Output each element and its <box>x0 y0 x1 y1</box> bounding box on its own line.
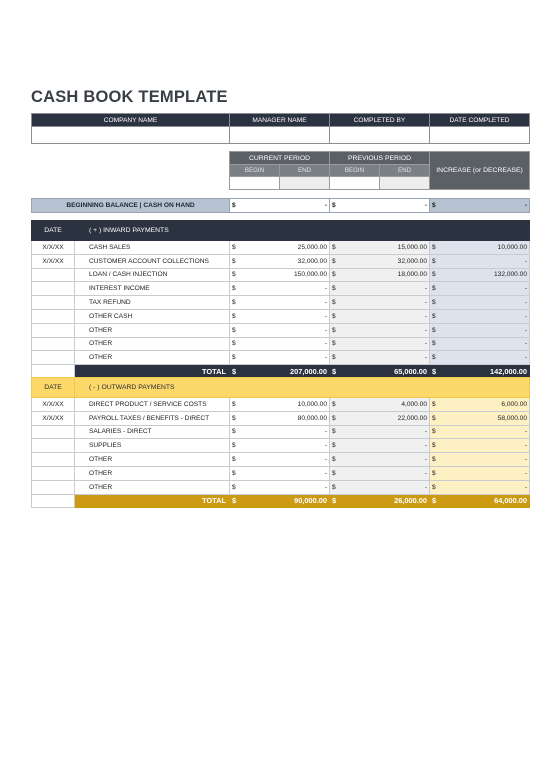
inward-row-increase: $ - <box>430 254 530 268</box>
inward-row <box>32 254 530 268</box>
inward-row-previous[interactable]: $ - <box>330 282 430 296</box>
inward-row-description[interactable]: OTHER <box>75 323 230 337</box>
outward-row-previous[interactable]: $ 4,000.00 <box>330 398 430 412</box>
outward-row-increase: $ 58,000.00 <box>430 411 530 425</box>
outward-row-description[interactable]: OTHER <box>75 466 230 480</box>
date-completed-field[interactable] <box>430 127 530 144</box>
inward-row-increase: $ - <box>430 351 530 365</box>
inward-row-description[interactable]: LOAN / CASH INJECTION <box>75 268 230 282</box>
manager-name-header: MANAGER NAME <box>230 114 330 127</box>
inward-row <box>32 351 530 365</box>
outward-row-date[interactable]: X/X/XX <box>32 411 75 425</box>
outward-row-previous[interactable]: $ - <box>330 425 430 439</box>
outward-row <box>32 466 530 480</box>
outward-row <box>32 425 530 439</box>
period-header-table <box>229 151 530 190</box>
manager-name-field[interactable] <box>230 127 330 144</box>
previous-end-field[interactable] <box>380 177 430 190</box>
inward-row <box>32 282 530 296</box>
header-info-table <box>31 113 530 144</box>
outward-row-current[interactable]: $ 10,000.00 <box>230 398 330 412</box>
outward-row-description[interactable]: OTHER <box>75 480 230 494</box>
inward-row-increase: $ - <box>430 309 530 323</box>
inward-row-previous[interactable]: $ - <box>330 351 430 365</box>
inward-row-date[interactable]: X/X/XX <box>32 254 75 268</box>
outward-row-description[interactable]: SALARIES - DIRECT <box>75 425 230 439</box>
inward-row-previous[interactable]: $ 18,000.00 <box>330 268 430 282</box>
outward-date-header: DATE <box>32 378 75 398</box>
outward-row <box>32 411 530 425</box>
outward-total-blank <box>32 494 75 508</box>
current-end-field[interactable] <box>280 177 330 190</box>
inward-row-date[interactable]: X/X/XX <box>32 241 75 255</box>
outward-total-increase: $ 64,000.00 <box>430 494 530 508</box>
beginning-balance-label: BEGINNING BALANCE | CASH ON HAND <box>32 199 230 213</box>
inward-row-previous[interactable]: $ - <box>330 323 430 337</box>
inward-row-date[interactable] <box>32 323 75 337</box>
inward-row-date[interactable] <box>32 337 75 351</box>
outward-row-description[interactable]: OTHER <box>75 453 230 467</box>
outward-row-previous[interactable]: $ - <box>330 453 430 467</box>
outward-row-date[interactable] <box>32 480 75 494</box>
inward-row <box>32 337 530 351</box>
outward-row-current[interactable]: $ - <box>230 439 330 453</box>
inward-row-description[interactable]: OTHER <box>75 337 230 351</box>
company-name-header: COMPANY NAME <box>32 114 230 127</box>
outward-row-description[interactable]: DIRECT PRODUCT / SERVICE COSTS <box>75 398 230 412</box>
inward-row-date[interactable] <box>32 351 75 365</box>
current-begin-label: BEGIN <box>230 165 280 177</box>
inward-row-current[interactable]: $ 150,000.00 <box>230 268 330 282</box>
outward-row-current[interactable]: $ - <box>230 453 330 467</box>
inward-total-label: TOTAL <box>75 365 230 379</box>
inward-row-current[interactable]: $ - <box>230 351 330 365</box>
increase-header: INCREASE (or DECREASE) <box>430 152 530 190</box>
outward-row-increase: $ - <box>430 480 530 494</box>
outward-total-label: TOTAL <box>75 494 230 508</box>
inward-total-previous: $ 65,000.00 <box>330 365 430 379</box>
inward-row-current[interactable]: $ - <box>230 296 330 310</box>
outward-row-current[interactable]: $ - <box>230 466 330 480</box>
outward-row-previous[interactable]: $ - <box>330 480 430 494</box>
inward-row-date[interactable] <box>32 309 75 323</box>
current-begin-field[interactable] <box>230 177 280 190</box>
inward-row-current[interactable]: $ - <box>230 282 330 296</box>
outward-row-increase: $ - <box>430 439 530 453</box>
inward-row-current[interactable]: $ - <box>230 323 330 337</box>
inward-row <box>32 309 530 323</box>
outward-row-current[interactable]: $ - <box>230 425 330 439</box>
outward-row-previous[interactable]: $ - <box>330 439 430 453</box>
inward-row-current[interactable]: $ - <box>230 309 330 323</box>
inward-row-description[interactable]: CASH SALES <box>75 241 230 255</box>
inward-date-header: DATE <box>32 221 75 241</box>
inward-row-increase: $ - <box>430 296 530 310</box>
outward-payments-table <box>31 377 530 508</box>
inward-total-current: $ 207,000.00 <box>230 365 330 379</box>
inward-row-description[interactable]: CUSTOMER ACCOUNT COLLECTIONS <box>75 254 230 268</box>
previous-begin-label: BEGIN <box>330 165 380 177</box>
inward-row-date[interactable] <box>32 282 75 296</box>
outward-title: ( - ) OUTWARD PAYMENTS <box>75 378 530 398</box>
inward-row <box>32 241 530 255</box>
inward-row-previous[interactable]: $ - <box>330 337 430 351</box>
previous-period-header: PREVIOUS PERIOD <box>330 152 430 165</box>
outward-row-increase: $ - <box>430 453 530 467</box>
inward-row-previous[interactable]: $ - <box>330 309 430 323</box>
inward-row-current[interactable]: $ 32,000.00 <box>230 254 330 268</box>
inward-row <box>32 296 530 310</box>
inward-row-previous[interactable]: $ - <box>330 296 430 310</box>
inward-row-previous[interactable]: $ 32,000.00 <box>330 254 430 268</box>
current-period-header: CURRENT PERIOD <box>230 152 330 165</box>
outward-row <box>32 398 530 412</box>
inward-row-current[interactable]: $ - <box>230 337 330 351</box>
beginning-previous-cell[interactable]: $ - <box>330 199 430 213</box>
inward-row-date[interactable] <box>32 296 75 310</box>
current-end-label: END <box>280 165 330 177</box>
inward-row-increase: $ 132,000.00 <box>430 268 530 282</box>
outward-row-increase: $ - <box>430 425 530 439</box>
inward-row-description[interactable]: OTHER <box>75 351 230 365</box>
company-name-field[interactable] <box>32 127 230 144</box>
outward-row <box>32 480 530 494</box>
outward-row <box>32 439 530 453</box>
inward-row <box>32 268 530 282</box>
beginning-current-cell[interactable]: $ - <box>230 199 330 213</box>
inward-row-increase: $ 10,000.00 <box>430 241 530 255</box>
outward-total-current: $ 90,000.00 <box>230 494 330 508</box>
outward-row-previous[interactable]: $ 22,000.00 <box>330 411 430 425</box>
outward-row-previous[interactable]: $ - <box>330 466 430 480</box>
beginning-balance-table <box>31 198 530 213</box>
inward-row-description[interactable]: OTHER CASH <box>75 309 230 323</box>
outward-row-current[interactable]: $ - <box>230 480 330 494</box>
outward-total-previous: $ 26,000.00 <box>330 494 430 508</box>
outward-row-date[interactable] <box>32 425 75 439</box>
page-title: CASH BOOK TEMPLATE <box>31 88 228 106</box>
inward-row-previous[interactable]: $ 15,000.00 <box>330 241 430 255</box>
inward-total-increase: $ 142,000.00 <box>430 365 530 379</box>
outward-row-increase: $ - <box>430 466 530 480</box>
previous-end-label: END <box>380 165 430 177</box>
completed-by-field[interactable] <box>330 127 430 144</box>
outward-row-current[interactable]: $ 80,000.00 <box>230 411 330 425</box>
inward-row-increase: $ - <box>430 337 530 351</box>
outward-row-date[interactable] <box>32 439 75 453</box>
inward-title: ( + ) INWARD PAYMENTS <box>75 221 530 241</box>
outward-total-row <box>32 494 530 508</box>
inward-row-current[interactable]: $ 25,000.00 <box>230 241 330 255</box>
outward-row-description[interactable]: PAYROLL TAXES / BENEFITS - DIRECT <box>75 411 230 425</box>
inward-row-description[interactable]: INTEREST INCOME <box>75 282 230 296</box>
outward-row-date[interactable] <box>32 453 75 467</box>
inward-payments-table <box>31 220 530 379</box>
inward-row <box>32 323 530 337</box>
inward-row-increase: $ - <box>430 323 530 337</box>
previous-begin-field[interactable] <box>330 177 380 190</box>
outward-row-description[interactable]: SUPPLIES <box>75 439 230 453</box>
outward-row-increase: $ 6,000.00 <box>430 398 530 412</box>
inward-row-date[interactable] <box>32 268 75 282</box>
outward-row-date[interactable] <box>32 466 75 480</box>
inward-row-description[interactable]: TAX REFUND <box>75 296 230 310</box>
outward-row <box>32 453 530 467</box>
outward-row-date[interactable]: X/X/XX <box>32 398 75 412</box>
inward-row-increase: $ - <box>430 282 530 296</box>
date-completed-header: DATE COMPLETED <box>430 114 530 127</box>
completed-by-header: COMPLETED BY <box>330 114 430 127</box>
beginning-increase-cell: $ - <box>430 199 530 213</box>
